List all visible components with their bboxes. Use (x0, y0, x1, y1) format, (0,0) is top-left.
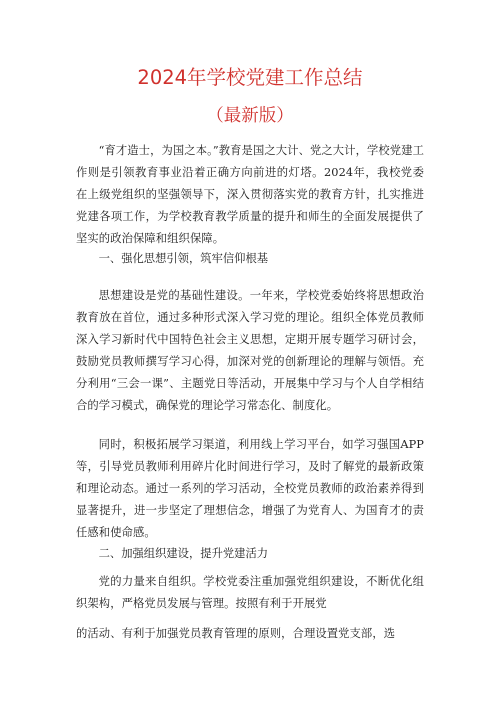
section-2-paragraph-2: 的活动、有利于加强党员教育管理的原则，合理设置党支部，选 (76, 627, 396, 640)
document-subtitle: （最新版） (206, 106, 294, 126)
section-heading-1: 一、强化思想引领，筑牢信仰根基 (98, 252, 269, 265)
document-title: 2024年学校党建工作总结 (137, 66, 363, 89)
section-2-paragraph-1: 党的力量来自组织。学校党委注重加强党组织建设，不断优化组织架构，严格党员发展与管理。按照有利于开展党 (76, 575, 424, 610)
section-1-paragraph-1: 思想建设是党的基础性建设。一年来，学校党委始终将思想政治教育放在首位，通过多种形式深入学习党的理论。组织全体党员教师深入学习新时代中国特色社会主义思想，定期开展专题学习研讨会，鼓励党员教师撰写学习心得，加深对党的创新理论的理解与领悟。充分利用“三会一课”、主题党日等活动，开展集中学习与个人自学相结合的学习模式，确保党的理论学习常态化、制度化。 (76, 289, 424, 412)
intro-paragraph: “育才造士，为国之本。”教育是国之大计、党之大计，学校党建工作则是引领教育事业沿着正确方向前进的灯塔。2024年，我校党委在上级党组织的坚强领导下，深入贯彻落实党的教育方针，扎实推进党建各项工作，为学校教育教学质量的提升和师生的全面发展提供了坚实的政治保障和组织保障。 (76, 144, 424, 245)
section-heading-2: 二、加强组织建设，提升党建活力 (98, 547, 269, 560)
section-1-paragraph-2: 同时，积极拓展学习渠道，利用线上学习平台，如学习强国APP等，引导党员教师利用碎片化时间进行学习，及时了解党的最新政策和理论动态。通过一系列的学习活动，全校党员教师的政治素养得到显著提升，进一步坚定了理想信念，增强了为党育人、为国育才的责任感和使命感。 (76, 438, 424, 539)
